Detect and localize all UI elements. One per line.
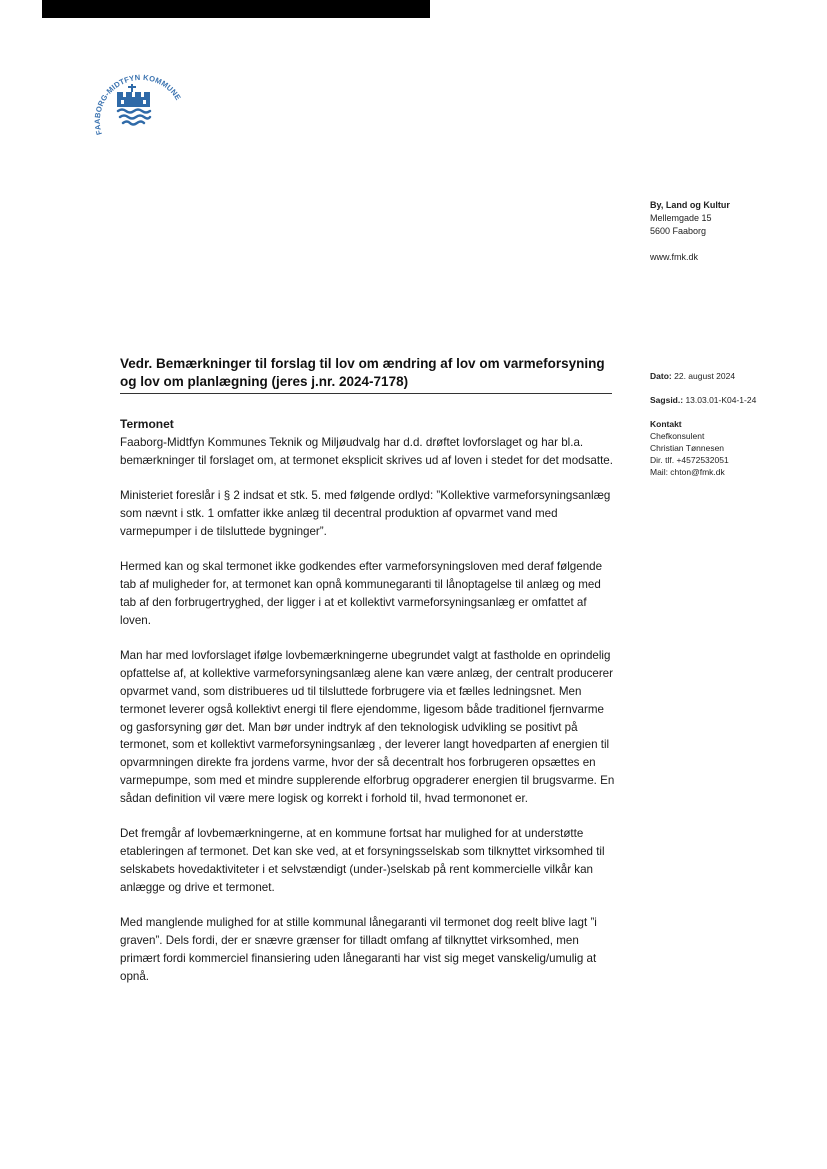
letter-body — [120, 416, 620, 1003]
date-label: Dato: — [650, 371, 672, 381]
department-name: By, Land og Kultur — [650, 200, 730, 210]
sender-address — [650, 199, 730, 264]
paragraph-5: Det fremgår af lovbemærkningerne, at en kommune fortsat har mulighed for at understøtte etableringen af termonet. Det kan ske ved, at et forsyningsselskab som tilknyttet virksomhed til selskabets hovedaktiviteter i et selvstændigt (under-)selskab på rent kommercielle vilkår kan anlægge og drive et termonet. — [120, 827, 605, 894]
contact-phone: Dir. tlf. +4572532051 — [650, 455, 729, 465]
case-value: 13.03.01-K04-1-24 — [685, 395, 757, 405]
redaction-bar — [42, 0, 430, 18]
logo-text: FAABORG-MIDTFYN KOMMUNE — [92, 72, 183, 136]
street-address: Mellemgade 15 — [650, 213, 712, 223]
contact-title: Chefkonsulent — [650, 431, 705, 441]
paragraph-3: Hermed kan og skal termonet ikke godkendes efter varmeforsyningsloven med deraf følgende tab af muligheder for, at termonet kan opnå kommunegaranti til lånoptagelse til anlæg og med tab af den forbrugertryghed, der ligger i at et kollektivt varmeforsyningsanlæg er omfattet af loven. — [120, 560, 603, 627]
website-link[interactable]: www.fmk.dk — [650, 252, 699, 262]
paragraph-1: Faaborg-Midtfyn Kommunes Teknik og Miljøudvalg har d.d. drøftet lovforslaget og har bl.a. bemærkninger til forslaget om, at termonet eksplicit skrives ud af loven i stedet for det modsatte. — [120, 435, 613, 467]
contact-label: Kontakt — [650, 419, 682, 429]
section-heading: Termonet — [120, 417, 174, 431]
city-address: 5600 Faaborg — [650, 226, 707, 236]
case-row — [650, 394, 756, 406]
date-row — [650, 370, 756, 382]
paragraph-2: Ministeriet foreslår i § 2 indsat et stk. 5. med følgende ordlyd: ”Kollektive varmeforsyningsanlæg som nævnt i stk. 1 omfatter ikke anlæg til decentral produktion af opvarmet vand med varmepumper i de tilsluttede bygninger”. — [120, 489, 611, 538]
contact-name: Christian Tønnesen — [650, 443, 725, 453]
municipality-logo — [80, 62, 195, 147]
subject-line: Vedr. Bemærkninger til forslag til lov om ændring af lov om varmeforsyning og lov om planlægning (jeres j.nr. 2024-7178) — [120, 355, 612, 394]
paragraph-6: Med manglende mulighed for at stille kommunal lånegaranti vil termonet dog reelt blive lagt ”i graven”. Dels fordi, der er snævre grænser for tilladt omfang af tilknyttet virksomhed, men primært fordi kommerciel finansiering uden lånegaranti har vist sig meget vanskelig/umulig at opnå. — [120, 916, 597, 983]
letter-meta — [650, 370, 756, 478]
case-label: Sagsid.: — [650, 395, 684, 405]
paragraph-4: Man har med lovforslaget ifølge lovbemærkningerne ubegrundet valgt at fastholde en oprindelig opfattelse af, at kollektive varmeforsyningsanlæg alene kan være anlæg, der centralt producerer opvarmet vand, som distribueres ud til tilsluttede forbrugere via et fælles ledningsnet. Men termonet leverer også kollektivt energi til flere ejendomme, ligesom både traditionel fjernvarme og gasforsyning gør det. Man bør under indtryk af den teknologisk udvikling se positivt på termonet, som et kollektivt varmeforsyningsanlæg , der leverer langt hovedparten af energien til opvarmningen direkte fra jordens varme, hvor der så decentralt hos forbrugeren opsættes en varmepumpe, som med et mindre supplerende elforbrug opgraderer energien til brugsvarme. En sådan definition vil være mere logisk og korrekt i forhold til, hvad termononet er. — [120, 649, 615, 805]
date-value: 22. august 2024 — [674, 371, 736, 381]
contact-mail[interactable]: Mail: chton@fmk.dk — [650, 467, 725, 477]
